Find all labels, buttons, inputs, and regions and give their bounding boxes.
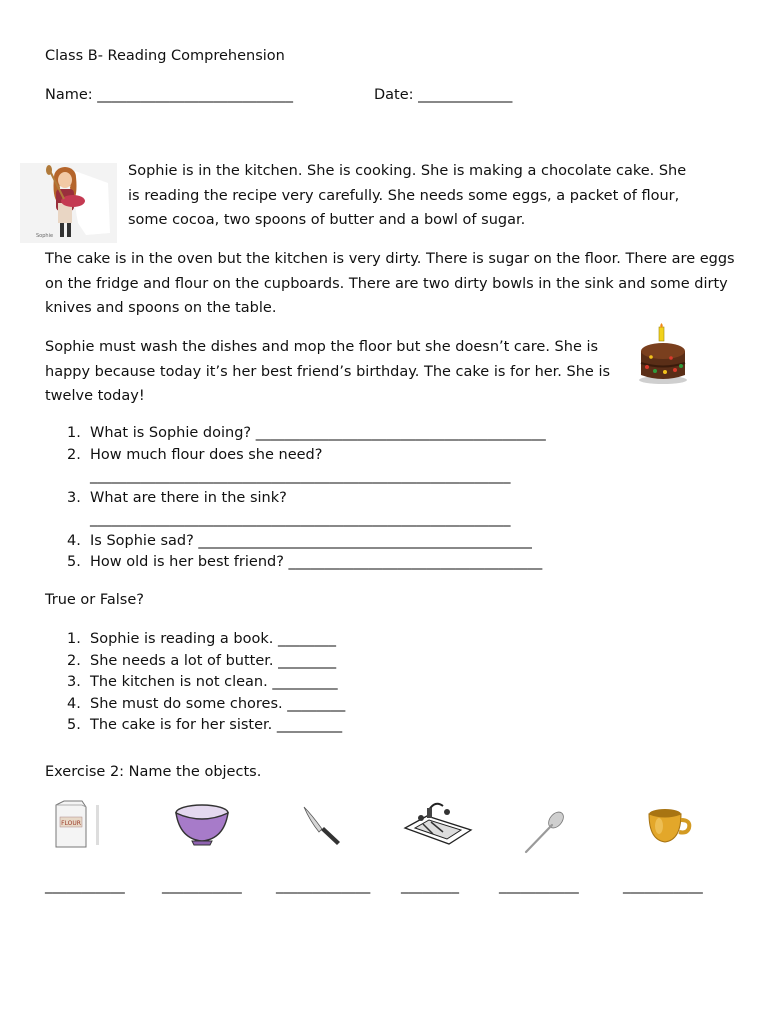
spoon-image [522,810,566,856]
question-number: 1. [67,425,81,441]
true-false-list [45,629,345,737]
question-item[interactable] [45,445,546,488]
object-answer-blank-1[interactable]: ___________ [45,878,125,894]
item-number: 3. [67,674,81,690]
object-answer-blank-6[interactable]: ___________ [623,878,703,894]
true-false-item[interactable] [45,672,345,694]
question-number: 2. [67,446,81,463]
comprehension-questions [45,423,546,574]
bowl-image [174,803,230,847]
item-text: The cake is for her sister. _________ [90,717,343,733]
story-paragraph-1: Sophie is in the kitchen. She is cooking. She is making a chocolate cake. She is reading the recipe very carefully. She needs some eggs, a packet of flour, some cocoa, two spoons of butter and a bowl of sugar. [128,163,687,228]
knife-image [302,805,342,847]
question-item[interactable] [45,552,546,574]
item-text: The kitchen is not clean. _________ [90,674,338,690]
answer-line[interactable]: __________________________________________________________ [90,468,511,484]
question-number: 3. [67,489,81,506]
question-item[interactable] [45,423,546,445]
item-number: 1. [67,631,81,647]
sophie-cooking-image [20,163,117,243]
item-number: 4. [67,695,81,712]
cup-image [645,806,693,846]
object-answer-blank-4[interactable]: ________ [401,878,459,894]
exercise-2-heading: Exercise 2: Name the objects. [45,764,262,780]
true-false-heading: True or False? [45,592,144,608]
flour-packet-label: FLOUR [61,820,81,827]
question-item[interactable] [45,488,546,531]
flour-packet-image [52,799,107,849]
question-text: How much flour does she need? [90,446,323,463]
worksheet-title: Class B- Reading Comprehension [45,48,285,64]
question-text: What is Sophie doing? ________________________________________ [90,425,546,441]
true-false-item[interactable] [45,629,345,651]
answer-line[interactable]: __________________________________________________________ [90,511,511,527]
true-false-item[interactable] [45,694,345,716]
sink-image [403,800,473,846]
question-text: How old is her best friend? ___________________________________ [90,554,543,570]
question-text: What are there in the sink? [90,489,287,506]
item-number: 5. [67,717,81,733]
question-number: 5. [67,554,81,570]
date-field[interactable]: Date: _____________ [374,87,513,103]
story-paragraph-2: The cake is in the oven but the kitchen is very dirty. There is sugar on the floor. There are eggs on the fridge and flour on the cupboards. There are two dirty bowls in the sink and some dirty knives and spoons on the table. [45,251,735,316]
birthday-cake-image [635,323,690,385]
item-text: She must do some chores. ________ [90,695,346,712]
image-caption: Sophie [36,233,54,239]
question-text: Is Sophie sad? ______________________________________________ [90,532,532,549]
true-false-item[interactable] [45,651,345,673]
item-text: Sophie is reading a book. ________ [90,631,336,647]
object-answer-blank-2[interactable]: ___________ [162,878,242,894]
item-number: 2. [67,652,81,669]
true-false-item[interactable] [45,715,345,737]
question-item[interactable] [45,531,546,553]
object-answer-blank-5[interactable]: ___________ [499,878,579,894]
item-text: She needs a lot of butter. ________ [90,652,337,669]
question-number: 4. [67,532,81,549]
object-answer-blank-3[interactable]: _____________ [276,878,371,894]
name-field[interactable]: Name: ___________________________ [45,87,294,103]
story-paragraph-3: Sophie must wash the dishes and mop the floor but she doesn’t care. She is happy because today it’s her best friend’s birthday. The cake is for her. She is twelve today! [45,339,611,404]
